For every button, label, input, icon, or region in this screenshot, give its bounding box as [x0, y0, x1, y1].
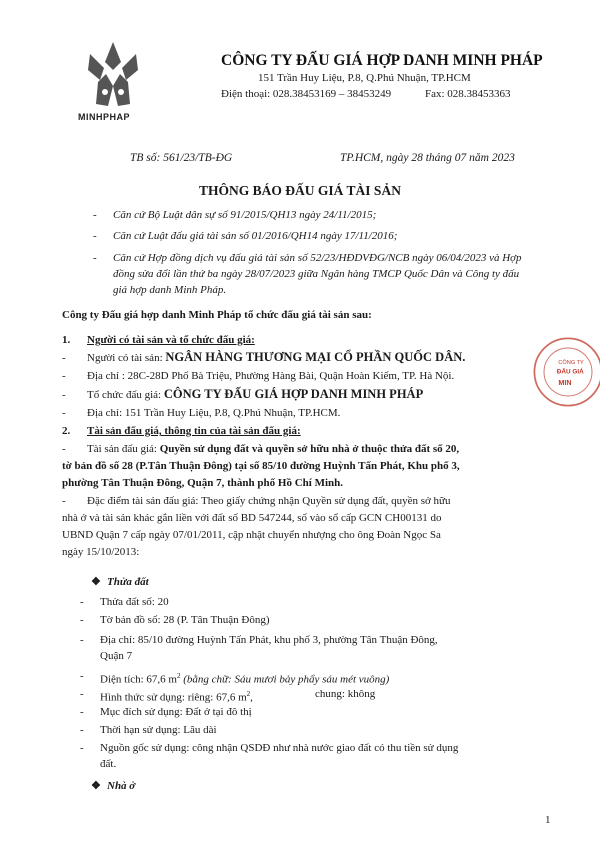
bullet: - — [80, 688, 84, 700]
company-fax: Fax: 028.38453363 — [425, 88, 511, 100]
stamp-line-1: CÔNG TY — [558, 360, 584, 366]
company-phone: Điện thoại: 028.38453169 – 38453249 — [221, 88, 392, 100]
land-address-line-1: Địa chỉ: 85/10 đường Huỳnh Tấn Phát, khu phố 3, phường Tân Thuận Đông, — [100, 634, 438, 646]
document-date: TP.HCM, ngày 28 tháng 07 năm 2023 — [340, 152, 515, 164]
bullet: - — [62, 443, 66, 455]
bullet: - — [93, 252, 97, 264]
org-address: Địa chỉ: 151 Trần Huy Liệu, P.8, Q.Phú Nhuận, TP.HCM. — [87, 407, 341, 419]
land-map: Tờ bản đồ số: 28 (P. Tân Thuận Đông) — [100, 614, 270, 626]
land-area: Diện tích: 67,6 m — [100, 673, 177, 686]
section-1-number: 1. — [62, 334, 71, 346]
asset-line-1: Quyền sử dụng đất và quyền sở hữu nhà ở thuộc thửa đất số 20, — [159, 443, 460, 455]
seal-stamp-icon — [528, 322, 600, 422]
stamp-line-3: MIN — [558, 377, 572, 387]
use-comma: , — [250, 691, 253, 704]
document-title: THÔNG BÁO ĐẤU GIÁ TÀI SẢN — [199, 183, 401, 198]
bullet: - — [80, 614, 84, 626]
land-area-words: (bằng chữ: Sáu mươi bảy phẩy sáu mét vuông) — [180, 673, 390, 686]
land-use-shared: chung: không — [315, 688, 376, 700]
bullet: - — [80, 670, 84, 682]
basis-2: Căn cứ Luật đấu giá tài sản số 01/2016/QH14 ngày 17/11/2016; — [113, 230, 398, 242]
section-2-heading: Tài sản đấu giá, thông tin của tài sản đấu giá: — [87, 425, 301, 437]
stamp-line-2: ĐẤU GIÁ — [556, 368, 584, 376]
bullet: - — [80, 724, 84, 736]
owner-address: Địa chỉ : 28C-28D Phố Bà Triệu, Phường Hàng Bài, Quận Hoàn Kiếm, TP. Hà Nội. — [87, 370, 455, 382]
bullet: - — [80, 596, 84, 608]
land-origin-line-2: đất. — [100, 758, 117, 770]
land-address-line-2: Quận 7 — [100, 650, 133, 662]
area-superscript: 2 — [177, 672, 181, 680]
intro-text: Công ty Đấu giá hợp danh Minh Pháp tổ chức đấu giá tài sản sau: — [62, 309, 372, 321]
owner-value: NGÂN HÀNG THƯƠNG MẠI CỔ PHẦN QUỐC DÂN. — [165, 350, 466, 364]
company-logo-icon — [76, 40, 150, 114]
land-plot: Thửa đất số: 20 — [100, 596, 169, 608]
feature-line-2: nhà ở và tài sản khác gắn liền với đất số BD 547244, số vào sổ cấp GCN CH00131 do — [62, 512, 442, 524]
page-number: 1 — [545, 814, 551, 826]
bullet: - — [62, 389, 66, 401]
section-1-heading: Người có tài sản và tổ chức đấu giá: — [87, 334, 255, 346]
land-use-private: Hình thức sử dụng: riêng: 67,6 m — [100, 691, 247, 704]
org-label: Tổ chức đấu giá: — [87, 389, 164, 401]
feature-line-3: UBND Quận 7 cấp ngày 07/01/2011, cập nhật chuyển nhượng cho ông Đoàn Ngọc Sa — [62, 529, 441, 541]
basis-3-line-2: đồng sửa đổi lần thứ ba ngày 28/07/2023 giữa Ngân hàng TMCP Quốc Dân và Công ty đấu — [113, 268, 520, 280]
bullet: - — [80, 634, 84, 646]
land-heading: Thửa đất — [107, 576, 149, 588]
bullet: - — [62, 407, 66, 419]
asset-label: Tài sản đấu giá: — [87, 443, 160, 455]
land-term: Thời hạn sử dụng: Lâu dài — [100, 724, 217, 736]
logo-text: MINHPHAP — [78, 112, 131, 122]
bullet: - — [80, 742, 84, 754]
bullet: - — [93, 230, 97, 242]
basis-3-line-3: giá hợp danh Minh Pháp. — [113, 284, 227, 296]
bullet: - — [93, 209, 97, 221]
section-2-number: 2. — [62, 425, 71, 437]
bullet: - — [62, 352, 66, 364]
owner-label: Người có tài sản: — [87, 352, 166, 364]
feature-line-1: Đặc điểm tài sản đấu giá: Theo giấy chứng nhận Quyền sử dụng đất, quyền sở hữu — [87, 495, 451, 507]
basis-3-line-1: Căn cứ Hợp đồng dịch vụ đấu giá tài sản số 52/23/HĐDVĐG/NCB ngày 06/04/2023 và Hợp — [113, 252, 522, 264]
basis-1: Căn cứ Bộ Luật dân sự số 91/2015/QH13 ngày 24/11/2015; — [113, 209, 377, 221]
org-value: CÔNG TY ĐẤU GIÁ HỢP DANH MINH PHÁP — [163, 387, 424, 401]
company-address: 151 Trần Huy Liệu, P.8, Q.Phú Nhuận, TP.HCM — [258, 72, 471, 84]
use-superscript: 2 — [246, 690, 251, 698]
company-name: CÔNG TY ĐẤU GIÁ HỢP DANH MINH PHÁP — [221, 52, 543, 69]
bullet: - — [62, 370, 66, 382]
asset-line-3: phường Tân Thuận Đông, Quận 7, thành phố Hồ Chí Minh. — [62, 477, 343, 489]
land-purpose: Mục đích sử dụng: Đất ở tại đô thị — [100, 706, 252, 718]
feature-line-4: ngày 15/10/2013: — [62, 546, 140, 558]
asset-line-2: tờ bản đồ số 28 (P.Tân Thuận Đông) tại số 85/10 đường Huỳnh Tấn Phát, Khu phố 3, — [62, 460, 460, 472]
land-origin-line-1: Nguồn gốc sử dụng: công nhận QSDĐ như nhà nước giao đất có thu tiền sử dụng — [100, 742, 459, 754]
house-heading: Nhà ở — [107, 780, 136, 792]
diamond-bullet-icon: ❖ — [91, 576, 101, 588]
bullet: - — [80, 706, 84, 718]
diamond-bullet-icon: ❖ — [91, 780, 101, 792]
reference-number: TB số: 561/23/TB-ĐG — [130, 152, 233, 164]
bullet: - — [62, 495, 66, 507]
